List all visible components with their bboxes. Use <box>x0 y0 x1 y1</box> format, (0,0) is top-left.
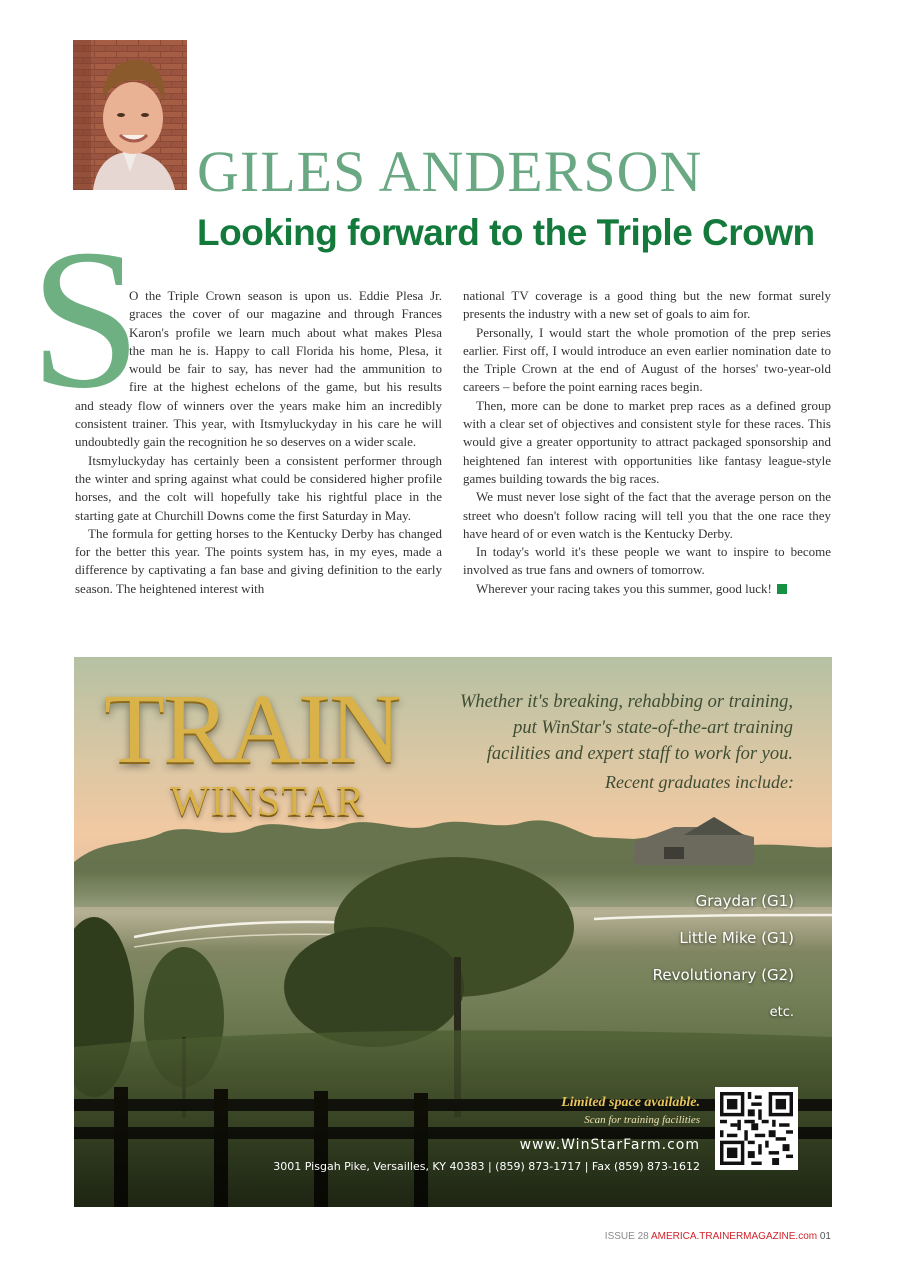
issue-number: ISSUE 28 <box>604 1231 649 1242</box>
ad-tagline <box>459 689 793 767</box>
article-left-column <box>75 287 442 598</box>
winstar-wordmark: WINSTAR <box>170 779 365 825</box>
magazine-website[interactable]: AMERICA.TRAINERMAGAZINE.com <box>650 1231 818 1242</box>
article-paragraph: national TV coverage is a good thing but the new format surely presents the industry with a new set of goals to aim for. <box>463 288 831 322</box>
limited-space-text: Limited space available. <box>561 1095 700 1110</box>
article-paragraph <box>463 580 831 598</box>
qr-code-icon[interactable] <box>715 1087 798 1170</box>
article-paragraph: Personally, I would start the whole promotion of the prep series earlier. First off, I would introduce an even earlier nomination date to the Triple Crown at the end of August of the horses' two-year-old careers – before the point earning races begin. <box>463 324 831 395</box>
article-paragraph <box>75 287 442 452</box>
article-right-column <box>463 287 831 598</box>
tagline-line: facilities and expert staff to work for you. <box>486 744 793 764</box>
text-line: fire at the highest echelons of the game, but his results <box>129 379 442 395</box>
graduate-item: Little Mike (G1) <box>679 929 794 947</box>
article-paragraph: The formula for getting horses to the Kentucky Derby has changed for the better this year. The points system has, in my eyes, made a difference by captivating a fan base and giving definition to the early season. The heightened interest with <box>75 525 442 596</box>
end-of-article-icon <box>777 584 787 594</box>
qr-code-graphic <box>720 1092 793 1165</box>
page-footer <box>605 1231 831 1242</box>
closing-line: Wherever your racing takes you this summer, good luck! <box>476 580 772 596</box>
graduate-item: Revolutionary (G2) <box>652 966 794 984</box>
article-paragraph: In today's world it's these people we want to inspire to become involved as true fans and owners of tomorrow. <box>463 544 831 578</box>
drop-cap: S <box>30 209 142 430</box>
scan-instruction: Scan for training facilities <box>584 1114 700 1126</box>
author-photo-illustration <box>73 40 187 190</box>
website-link[interactable]: www.WinStarFarm.com <box>519 1137 700 1153</box>
page-number: 01 <box>819 1231 831 1242</box>
author-photo <box>73 40 187 190</box>
article-paragraph: Then, more can be done to market prep races as a defined group with a clear set of objectives and consistent style for these races. This would give a greater opportunity to attract packaged sponsorship and heightened fan interest with opportunities like fantasy league-style games building towards the big races. <box>463 397 831 486</box>
article-paragraph: Itsmyluckyday has certainly been a consistent performer through the winter and spring against what could be considered higher profile horses, and the colt will hopefully take his rightful place in the starting gate at Churchill Downs come the first Saturday in May. <box>75 452 442 523</box>
text-run: and steady flow of winners over the years make him an incredibly consistent trainer. This year, with Itsmyluckyday in his care he will undoubtedly gain the recognition he so deserves on a wider scale. <box>75 397 442 450</box>
recent-graduates-label: Recent graduates include: <box>605 772 794 792</box>
text-line: the man he is. Happy to call Florida his home, Plesa, it <box>129 342 442 358</box>
text-line: Karon's profile we learn much about what makes Plesa <box>129 324 442 340</box>
tagline-line: put WinStar's state-of-the-art training <box>513 718 793 738</box>
text-line: would be fair to say, has never had the ammunition to <box>129 361 442 377</box>
winstar-logo <box>170 781 365 823</box>
contact-address: 3001 Pisgah Pike, Versailles, KY 40383 | (859) 873-1717 | Fax (859) 873-1612 <box>273 1160 700 1173</box>
winstar-advertisement[interactable] <box>74 657 832 1207</box>
ad-headline-train: TRAIN <box>104 673 400 784</box>
text-line: graces the cover of our magazine and through Frances <box>129 306 442 322</box>
article-paragraph: We must never lose sight of the fact that the average person on the street who doesn't follow racing will tell you that the one race they have heard of or even watch is the Kentucky Derby. <box>463 489 831 541</box>
article-headline: Looking forward to the Triple Crown <box>197 212 815 253</box>
graduate-item: Graydar (G1) <box>695 892 794 910</box>
tagline-line: Whether it's breaking, rehabbing or training, <box>460 692 793 712</box>
author-name: GILES ANDERSON <box>197 139 703 204</box>
graduate-item: etc. <box>769 1005 794 1020</box>
text-line: O the Triple Crown season is upon us. Eddie Plesa Jr. <box>129 288 442 303</box>
